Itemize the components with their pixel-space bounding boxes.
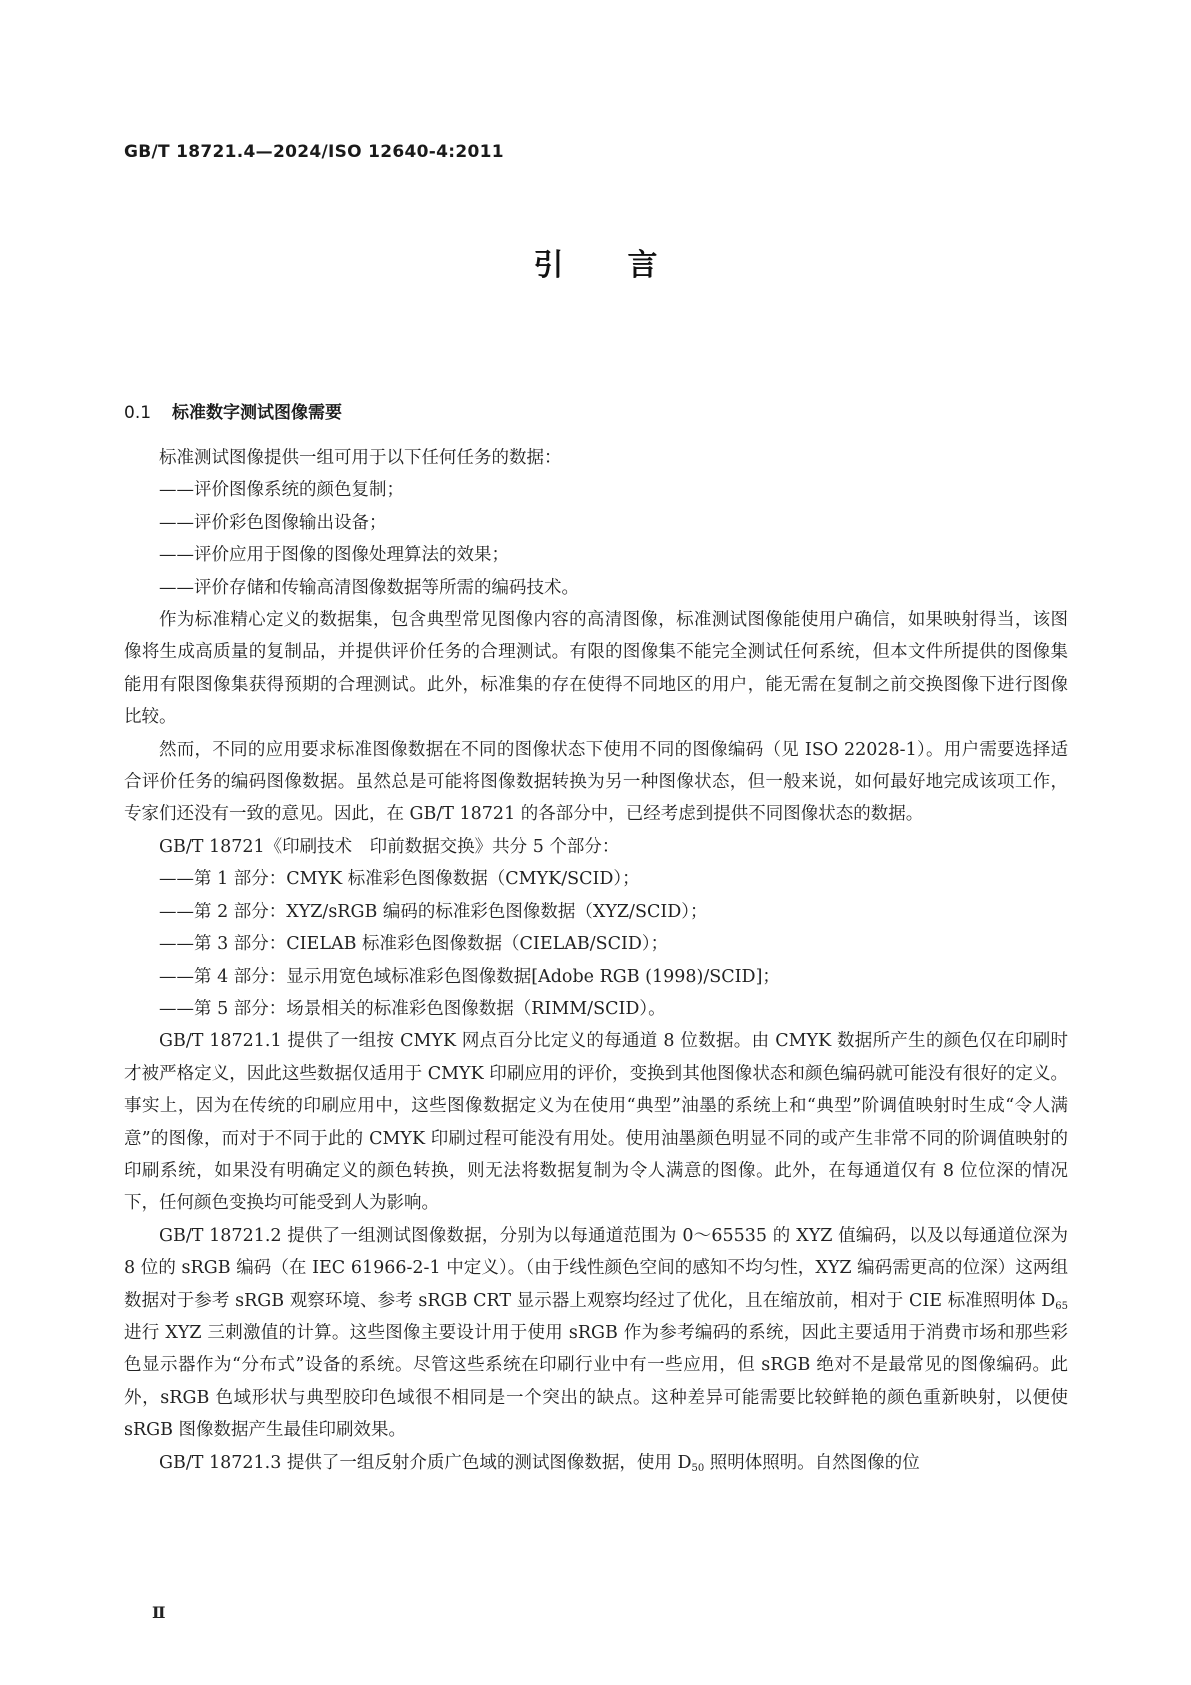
- paragraph: 然而，不同的应用要求标准图像数据在不同的图像状态下使用不同的图像编码（见 ISO 22028-1）。用户需要选择适合评价任务的编码图像数据。虽然总是可能将图像数据转换为另一种图像状态，但一般来说，如何最好地完成该项工作，专家们还没有一致的意见。因此，在 GB/T 18721 的各部分中，已经考虑到提供不同图像状态的数据。: [124, 739, 1068, 825]
- list-item: ——评价存储和传输高清图像数据等所需的编码技术。: [159, 577, 579, 598]
- section-heading: [124, 398, 342, 423]
- list-item: ——第 3 部分：CIELAB 标准彩色图像数据（CIELAB/SCID）；: [159, 934, 669, 955]
- paragraph-text: GB/T 18721.3 提供了一组反射介质广色域的测试图像数据，使用 D: [159, 1452, 692, 1473]
- page-number: Ⅱ: [152, 1603, 166, 1622]
- list-item: ——第 4 部分：显示用宽色域标准彩色图像数据[Adobe RGB (1998)/SCID]；: [159, 966, 780, 987]
- section-number: 0.1: [124, 403, 152, 423]
- list-item: ——评价图像系统的颜色复制；: [159, 480, 404, 501]
- paragraph-d50: [124, 1447, 1068, 1479]
- body-text: [124, 442, 1068, 1479]
- paragraph-d65: [124, 1220, 1068, 1447]
- document-id: GB/T 18721.4—2024/ISO 12640-4:2011: [124, 142, 504, 162]
- section-title: 标准数字测试图像需要: [172, 403, 342, 423]
- paragraph: GB/T 18721《印刷技术 印前数据交换》共分 5 个部分：: [159, 836, 620, 857]
- list-item: ——评价应用于图像的图像处理算法的效果；: [159, 545, 509, 566]
- list-item: ——评价彩色图像输出设备；: [159, 512, 387, 533]
- subscript: 65: [1055, 1300, 1068, 1312]
- list-item: ——第 1 部分：CMYK 标准彩色图像数据（CMYK/SCID）；: [159, 869, 640, 890]
- page-title: 引言: [533, 248, 722, 283]
- paragraph: 作为标准精心定义的数据集，包含典型常见图像内容的高清图像，标准测试图像能使用户确信，如果映射得当，该图像将生成高质量的复制品，并提供评价任务的合理测试。有限的图像集不能完全测试任何系统，但本文件所提供的图像集能用有限图像集获得预期的合理测试。此外，标准集的存在使得不同地区的用户，能无需在复制之前交换图像下进行图像比较。: [124, 610, 1068, 728]
- paragraph-text: 照明体照明。自然图像的位: [704, 1452, 920, 1473]
- paragraph-text: GB/T 18721.2 提供了一组测试图像数据，分别为以每通道范围为 0～65535 的 XYZ 值编码，以及以每通道位深为 8 位的 sRGB 编码（在 IEC 61966-2-1 中定义）。（由于线性颜色空间的感知不均匀性，XYZ 编码需更高的位深）这两组数据对于参考 sRGB 观察环境、参考 sRGB CRT 显示器上观察均经过了优化，且在缩放前，相对于 CIE 标准照明体 D: [124, 1225, 1068, 1311]
- list-item: ——第 2 部分：XYZ/sRGB 编码的标准彩色图像数据（XYZ/SCID）；: [159, 901, 708, 922]
- list-item: ——第 5 部分：场景相关的标准彩色图像数据（RIMM/SCID）。: [159, 998, 666, 1019]
- subscript: 50: [691, 1462, 705, 1474]
- paragraph-text: 进行 XYZ 三刺激值的计算。这些图像主要设计用于使用 sRGB 作为参考编码的系统，因此主要适用于消费市场和那些彩色显示器作为“分布式”设备的系统。尽管这些系统在印刷行业中有一些应用，但 sRGB 绝对不是最常见的图像编码。此外，sRGB 色域形状与典型胶印色域很不相同是一个突出的缺点。这种差异可能需要比较鲜艳的颜色重新映射，以便使 sRGB 图像数据产生最佳印刷效果。: [124, 1322, 1068, 1441]
- paragraph: GB/T 18721.1 提供了一组按 CMYK 网点百分比定义的每通道 8 位数据。由 CMYK 数据所产生的颜色仅在印刷时才被严格定义，因此这些数据仅适用于 CMYK 印刷应用的评价，变换到其他图像状态和颜色编码就可能没有很好的定义。事实上，因为在传统的印刷应用中，这些图像数据定义为在使用“典型”油墨的系统上和“典型”阶调值映射时生成“令人满意”的图像，而对于不同于此的 CMYK 印刷过程可能没有用处。使用油墨颜色明显不同的或产生非常不同的阶调值映射的印刷系统，如果没有明确定义的颜色转换，则无法将数据复制为令人满意的图像。此外，在每通道仅有 8 位位深的情况下，任何颜色变换均可能受到人为影响。: [124, 1031, 1068, 1214]
- intro-paragraph: 标准测试图像提供一组可用于以下任何任务的数据：: [159, 448, 562, 468]
